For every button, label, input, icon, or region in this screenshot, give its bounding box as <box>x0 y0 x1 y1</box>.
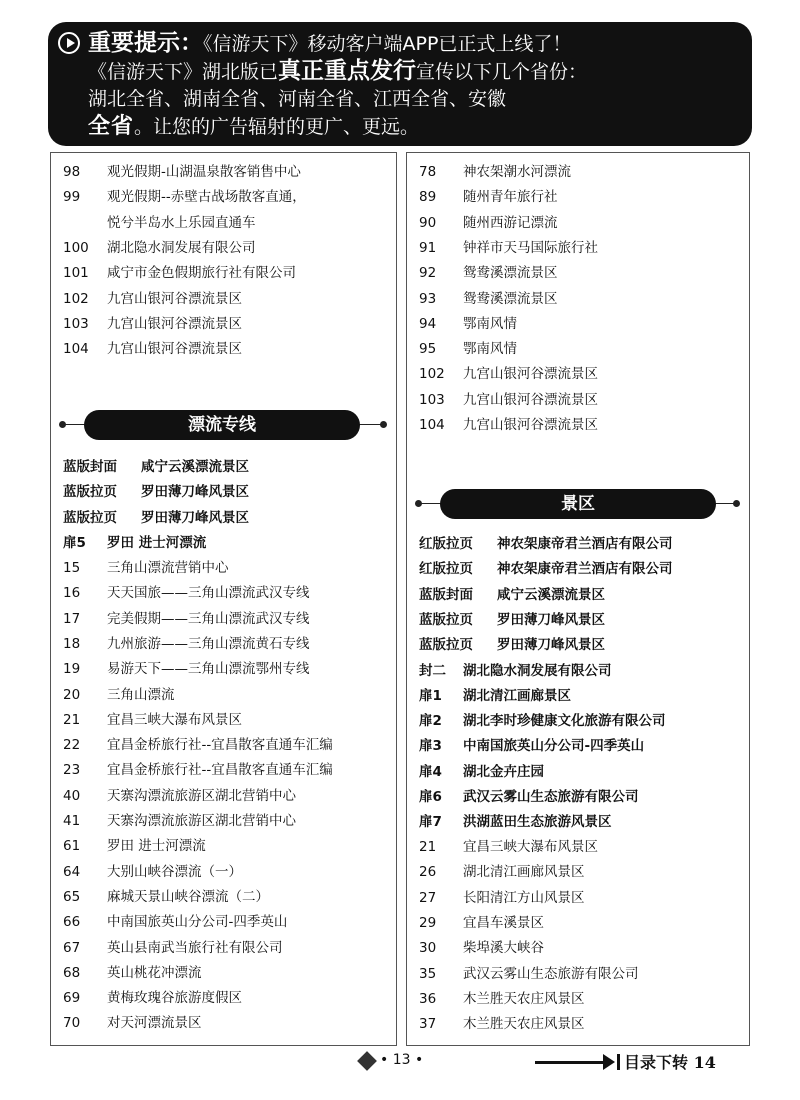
item-page: 20 <box>63 686 81 703</box>
item-title: 咸宁云溪漂流景区 <box>141 459 249 475</box>
item-title: 易游天下——三角山漂流鄂州专线 <box>107 661 310 678</box>
item-page: 61 <box>63 838 81 855</box>
banner-line1-text: 《信游天下》移动客户端APP已正式上线了！ <box>203 33 572 55</box>
bullet-icon <box>380 421 387 428</box>
notice-banner <box>48 22 752 146</box>
item-page: 17 <box>63 610 81 627</box>
banner-line2-a: 《信游天下》湖北版已 <box>88 61 279 83</box>
item-title: 完美假期——三角山漂流武汉专线 <box>107 610 310 627</box>
item-title: 三角山漂流 <box>107 686 175 703</box>
page-footer <box>0 1048 800 1078</box>
section-title: 景区 <box>440 489 716 519</box>
banner-line4-a: 全省 <box>88 114 135 139</box>
item-page: 89 <box>419 189 437 206</box>
bullet-icon <box>733 500 740 507</box>
item-page: 92 <box>419 265 437 282</box>
arrow-line <box>535 1061 605 1064</box>
item-page: 95 <box>419 341 437 358</box>
item-page: 70 <box>63 1015 81 1032</box>
item-page: 扉6 <box>419 789 442 805</box>
item-title: 湖北李时珍健康文化旅游有限公司 <box>463 713 666 730</box>
banner-line2-b: 真正重点发行 <box>278 58 417 84</box>
item-page: 红版拉页 <box>419 536 473 552</box>
item-page: 69 <box>63 990 81 1007</box>
item-page: 扉7 <box>419 814 442 831</box>
banner-line2-c: 宣传以下几个省份： <box>416 61 588 83</box>
item-title: 九宫山银河谷漂流景区 <box>107 341 242 358</box>
item-page: 19 <box>63 661 81 678</box>
item-title: 宜昌三峡大瀑布风景区 <box>107 711 242 728</box>
section-title: 漂流专线 <box>84 410 360 440</box>
item-title: 宜昌车溪景区 <box>463 914 544 931</box>
item-title: 九宫山银河谷漂流景区 <box>463 366 598 383</box>
item-title: 罗田 进士河漂流 <box>107 838 206 855</box>
arrow-right-icon <box>603 1054 615 1070</box>
bullet-icon <box>59 421 66 428</box>
item-page: 22 <box>63 737 81 754</box>
item-title: 天天国旅——三角山漂流武汉专线 <box>107 585 310 602</box>
item-title: 三角山漂流营销中心 <box>107 560 229 576</box>
item-page: 18 <box>63 635 81 652</box>
item-page: 91 <box>419 239 437 256</box>
item-title: 武汉云雾山生态旅游有限公司 <box>463 789 639 805</box>
item-title: 罗田薄刀峰风景区 <box>141 484 249 501</box>
banner-lead: 重要提示： <box>88 30 203 56</box>
item-page: 29 <box>419 914 437 931</box>
item-title: 咸宁云溪漂流景区 <box>497 586 605 603</box>
item-title: 洪湖蓝田生态旅游风景区 <box>463 814 612 831</box>
item-title: 天寨沟漂流旅游区湖北营销中心 <box>107 787 296 804</box>
item-page: 蓝版拉页 <box>63 509 117 526</box>
item-page: 100 <box>63 239 89 256</box>
item-page: 40 <box>63 787 81 804</box>
item-title: 九宫山银河谷漂流景区 <box>463 391 598 408</box>
item-page: 扉2 <box>419 713 442 730</box>
item-page: 93 <box>419 290 437 307</box>
item-title: 英山桃花冲漂流 <box>107 964 202 981</box>
banner-line-1 <box>88 30 738 58</box>
item-title: 黄梅玫瑰谷旅游度假区 <box>107 990 242 1007</box>
continue-link[interactable]: 目录下转 14 <box>624 1053 716 1072</box>
item-page: 蓝版封面 <box>63 459 117 475</box>
item-title: 神农架潮水河漂流 <box>463 164 571 180</box>
item-title: 麻城天景山峡谷漂流（二） <box>107 888 269 905</box>
item-page: 36 <box>419 990 437 1007</box>
item-page: 41 <box>63 813 81 829</box>
item-title: 木兰胜天农庄风景区 <box>463 990 585 1007</box>
section-header <box>51 410 396 440</box>
item-page: 104 <box>419 417 445 433</box>
item-title: 九宫山银河谷漂流景区 <box>463 417 598 433</box>
item-title: 九州旅游——三角山漂流黄石专线 <box>107 635 310 652</box>
item-title: 湖北隐水洞发展有限公司 <box>463 662 612 679</box>
arrow-bar <box>617 1054 620 1070</box>
item-title: 观光假期-山湖温泉散客销售中心 <box>107 164 301 180</box>
item-title: 随州西游记漂流 <box>463 214 558 231</box>
item-page: 103 <box>63 315 89 332</box>
item-page: 封二 <box>419 662 446 679</box>
item-page: 16 <box>63 585 81 602</box>
item-title: 观光假期--赤壁古战场散客直通， <box>107 189 306 206</box>
item-title: 柴埠溪大峡谷 <box>463 940 544 957</box>
item-title: 湖北清江画廊景区 <box>463 687 571 704</box>
item-title: 湖北清江画廊风景区 <box>463 864 585 881</box>
item-title: 木兰胜天农庄风景区 <box>463 1016 585 1033</box>
item-title: 宜昌三峡大瀑布风景区 <box>463 839 598 855</box>
item-page: 扉1 <box>419 687 442 704</box>
item-title: 长阳清江方山风景区 <box>463 889 585 906</box>
item-page: 23 <box>63 762 81 779</box>
item-title: 咸宁市金色假期旅行社有限公司 <box>107 265 296 282</box>
banner-line-3: 湖北全省、湖南全省、河南全省、江西全省、安徽 <box>88 88 507 110</box>
item-title: 鸳鸯溪漂流景区 <box>463 265 558 282</box>
item-page: 66 <box>63 914 81 931</box>
item-page: 64 <box>63 863 81 880</box>
banner-line4-b: 。让您的广告辐射的更广、更远。 <box>134 116 420 138</box>
right-column <box>406 152 750 1046</box>
item-title: 中南国旅英山分公司-四季英山 <box>107 914 288 931</box>
item-title: 湖北隐水洞发展有限公司 <box>107 239 256 256</box>
item-title: 鄂南风情 <box>463 315 517 332</box>
item-page: 扉5 <box>63 534 86 551</box>
item-title: 宜昌金桥旅行社--宜昌散客直通车汇编 <box>107 762 333 779</box>
item-title: 英山县南武当旅行社有限公司 <box>107 939 283 956</box>
item-title: 中南国旅英山分公司-四季英山 <box>463 738 645 755</box>
left-column <box>50 152 397 1046</box>
item-page: 102 <box>419 366 445 383</box>
item-title: 宜昌金桥旅行社--宜昌散客直通车汇编 <box>107 737 333 754</box>
item-page: 蓝版拉页 <box>419 611 473 628</box>
item-page: 104 <box>63 341 89 358</box>
banner-line-2 <box>88 58 738 86</box>
item-page: 98 <box>63 164 81 180</box>
item-title: 罗田薄刀峰风景区 <box>497 611 605 628</box>
banner-line-4 <box>88 113 738 141</box>
item-page: 102 <box>63 290 89 307</box>
item-page: 94 <box>419 315 437 332</box>
item-page: 蓝版封面 <box>419 586 473 603</box>
item-title: 武汉云雾山生态旅游有限公司 <box>463 965 639 982</box>
bullet-icon <box>415 500 422 507</box>
section-header <box>407 489 749 519</box>
diamond-icon <box>357 1051 377 1071</box>
item-page: 27 <box>419 889 437 906</box>
item-title: 对天河漂流景区 <box>107 1015 202 1032</box>
item-title: 钟祥市天马国际旅行社 <box>463 239 598 256</box>
play-circle-icon <box>58 32 80 54</box>
item-page: 红版拉页 <box>419 561 473 578</box>
item-page: 99 <box>63 189 81 206</box>
item-page: 37 <box>419 1016 437 1033</box>
item-page: 21 <box>419 839 437 855</box>
item-title: 九宫山银河谷漂流景区 <box>107 290 242 307</box>
item-title: 神农架康帝君兰酒店有限公司 <box>497 561 673 578</box>
item-title: 悦兮半岛水上乐园直通车 <box>107 214 256 231</box>
item-title: 罗田薄刀峰风景区 <box>141 509 249 526</box>
item-page: 扉3 <box>419 738 442 755</box>
item-page: 67 <box>63 939 81 956</box>
item-page: 21 <box>63 711 81 728</box>
item-page: 101 <box>63 265 89 282</box>
item-title: 神农架康帝君兰酒店有限公司 <box>497 536 673 552</box>
item-page: 扉4 <box>419 763 442 780</box>
item-page: 78 <box>419 164 437 180</box>
item-page: 103 <box>419 391 445 408</box>
item-page: 65 <box>63 888 81 905</box>
item-page: 90 <box>419 214 437 231</box>
item-title: 罗田薄刀峰风景区 <box>497 637 605 654</box>
item-title: 九宫山银河谷漂流景区 <box>107 315 242 332</box>
item-page: 15 <box>63 560 81 576</box>
item-page: 35 <box>419 965 437 982</box>
page-number: • 13 • <box>380 1052 424 1068</box>
item-title: 罗田 进士河漂流 <box>107 534 207 551</box>
item-title: 大别山峡谷漂流（一） <box>107 863 242 880</box>
item-title: 鸳鸯溪漂流景区 <box>463 290 558 307</box>
item-page: 26 <box>419 864 437 881</box>
item-page: 30 <box>419 940 437 957</box>
item-page: 蓝版拉页 <box>63 484 117 501</box>
item-title: 鄂南风情 <box>463 341 517 358</box>
item-title: 湖北金卉庄园 <box>463 763 544 780</box>
item-page: 蓝版拉页 <box>419 637 473 654</box>
item-page: 68 <box>63 964 81 981</box>
item-title: 天寨沟漂流旅游区湖北营销中心 <box>107 813 296 829</box>
item-title: 随州青年旅行社 <box>463 189 558 206</box>
